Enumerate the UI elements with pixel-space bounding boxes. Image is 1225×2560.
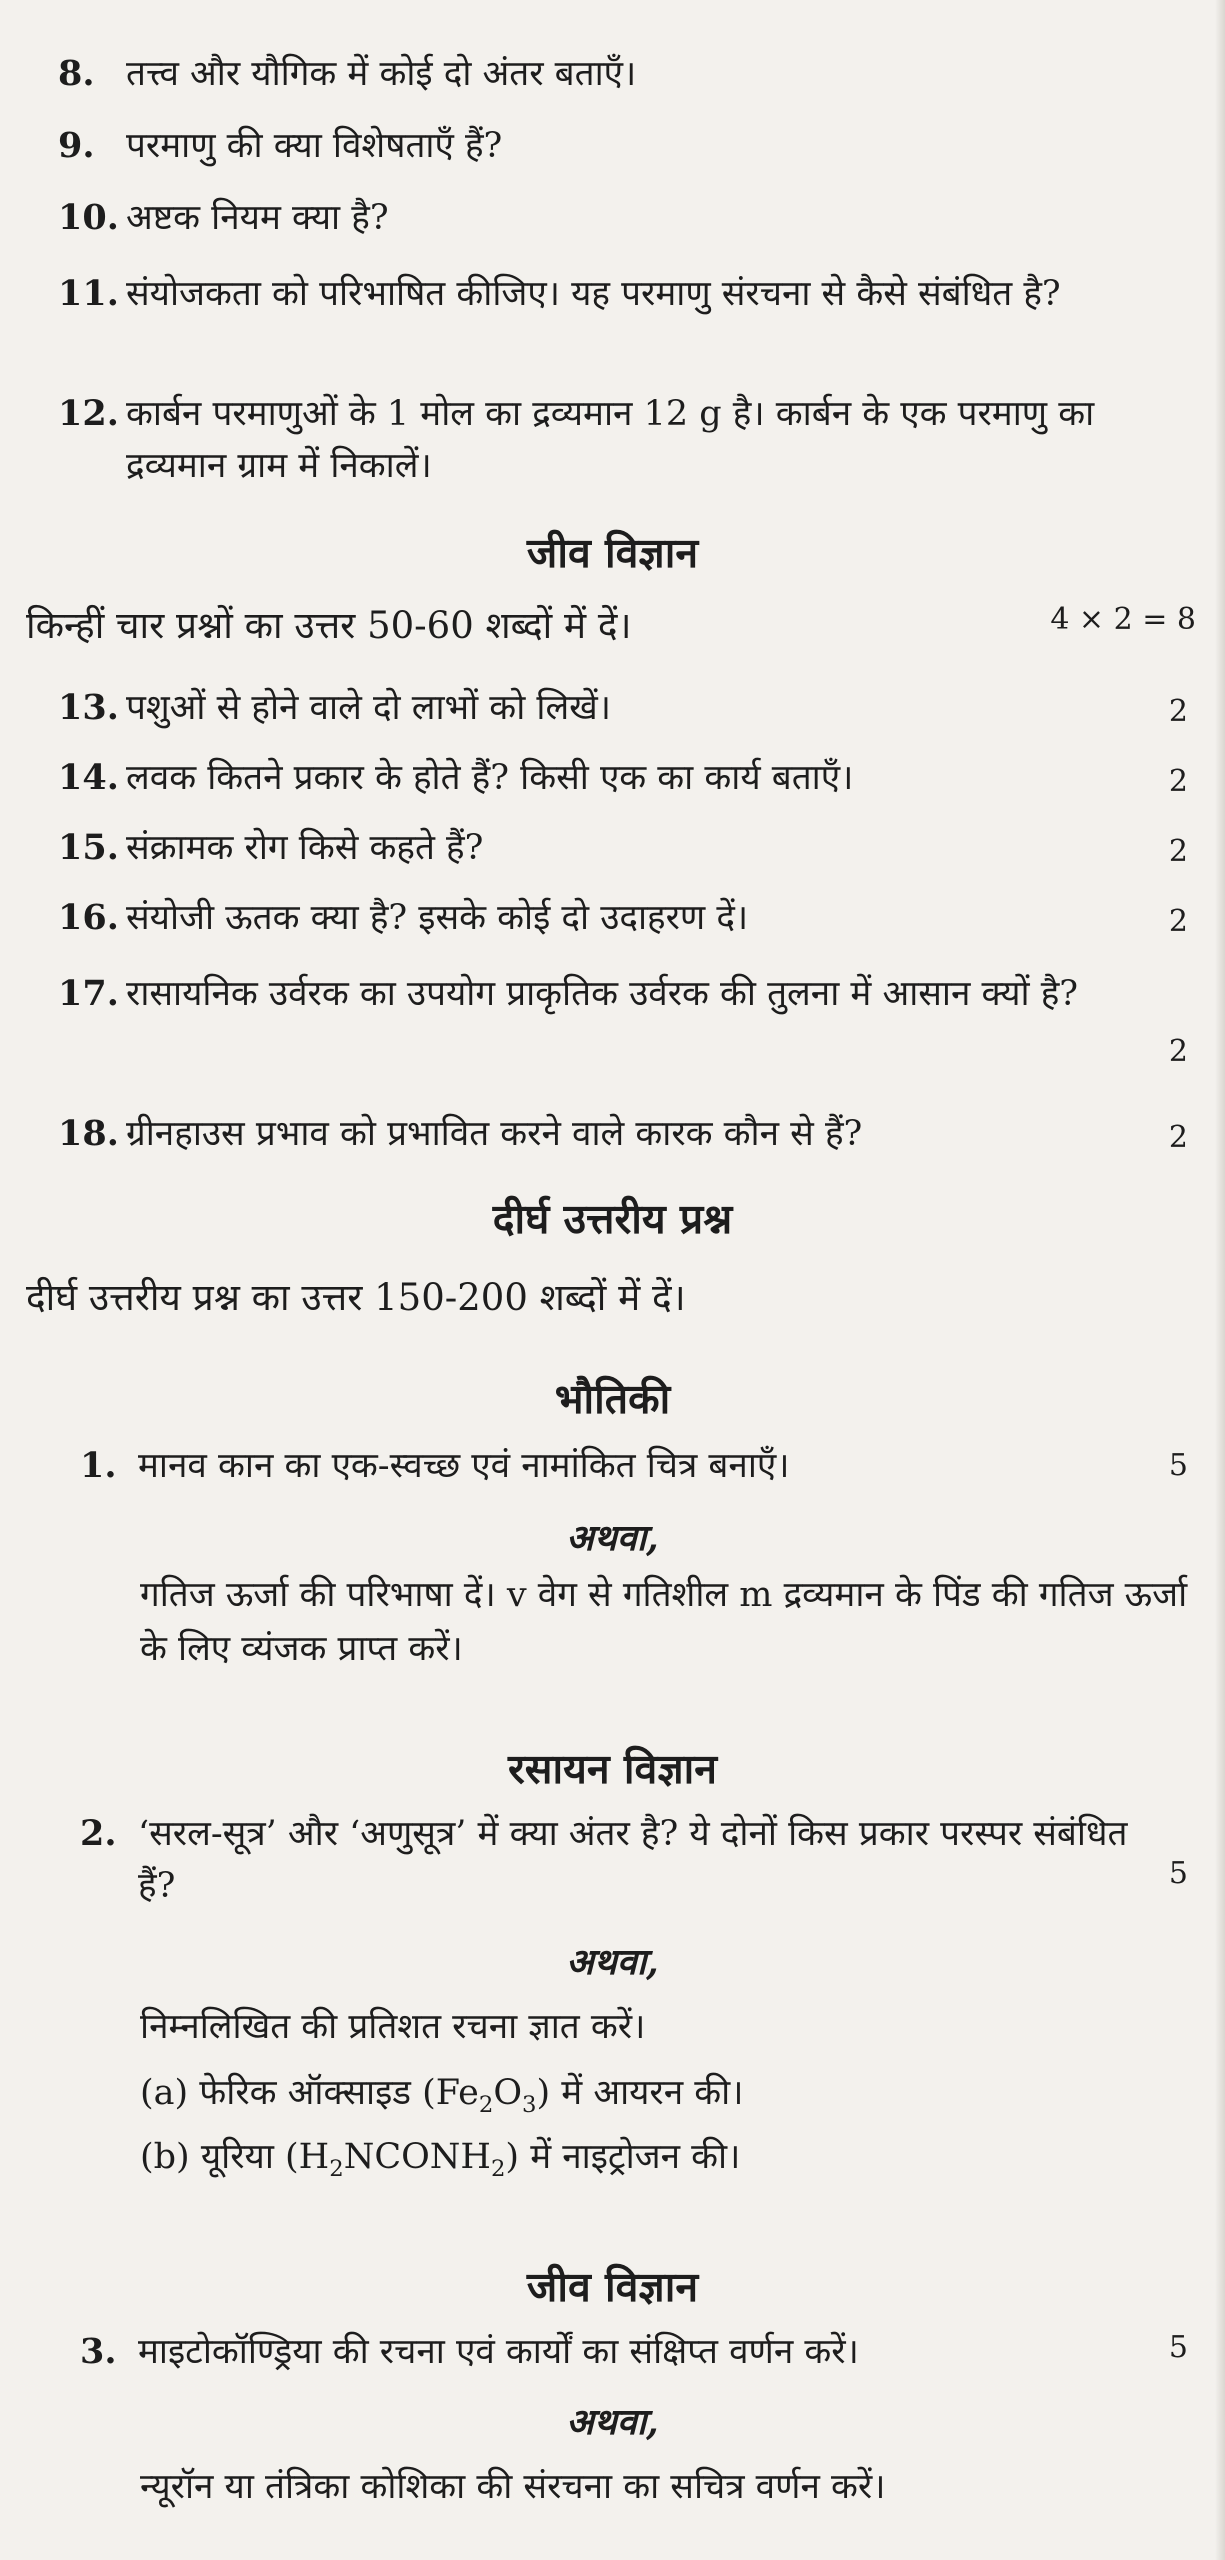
question-text: संयोजी ऊतक क्या है? इसके कोई दो उदाहरण दें। bbox=[126, 898, 749, 938]
question-text: मानव कान का एक-स्वच्छ एवं नामांकित चित्र बनाएँ। bbox=[138, 1446, 790, 1486]
question-11 bbox=[58, 268, 1188, 320]
question-marks: 2 bbox=[1168, 694, 1188, 729]
question-number: 15. bbox=[58, 827, 119, 868]
alternate-question-text: निम्नलिखित की प्रतिशत रचना ज्ञात करें। bbox=[140, 2007, 646, 2047]
question-text: तत्त्व और यौगिक में कोई दो अंतर बताएँ। bbox=[126, 54, 637, 94]
section-heading-biology: जीव विज्ञान bbox=[526, 529, 699, 577]
question-number: 13. bbox=[58, 687, 119, 728]
question-number: 2. bbox=[80, 1813, 117, 1854]
question-number: 16. bbox=[58, 897, 119, 938]
question-13 bbox=[58, 682, 1188, 734]
subscript: 3 bbox=[522, 2092, 537, 2118]
formula-text: (a) फेरिक ऑक्साइड (Fe bbox=[140, 2073, 479, 2113]
question-marks: 5 bbox=[1168, 1448, 1188, 1483]
section-heading-physics: भौतिकी bbox=[554, 1375, 671, 1423]
marks-total: 4 × 2 = 8 bbox=[1050, 602, 1196, 637]
question-marks: 2 bbox=[1168, 904, 1188, 939]
instructions-long-answer: दीर्घ उत्तरीय प्रश्न का उत्तर 150-200 शब्दों में दें। bbox=[26, 1276, 686, 1319]
question-text: कार्बन परमाणुओं के 1 मोल का द्रव्यमान 12 g है। कार्बन के एक परमाणु का द्रव्यमान ग्राम में निकालें। bbox=[126, 394, 1095, 486]
section-heading-chemistry: रसायन विज्ञान bbox=[508, 1745, 717, 1793]
page-edge-shadow bbox=[1215, 0, 1225, 2560]
alternate-question-text: गतिज ऊर्जा की परिभाषा दें। v वेग से गतिशील m द्रव्यमान के पिंड की गतिज ऊर्जा के लिए व्यंजक प्राप्त करें। bbox=[140, 1575, 1188, 1669]
question-text: परमाणु की क्या विशेषताएँ हैं? bbox=[126, 126, 503, 166]
question-9 bbox=[58, 120, 1188, 172]
question-marks: 2 bbox=[1168, 1120, 1188, 1155]
instructions-biology bbox=[26, 598, 1196, 649]
instruction-text: किन्हीं चार प्रश्नों का उत्तर 50-60 शब्दों में दें। bbox=[26, 604, 632, 647]
long-question-1 bbox=[80, 1440, 1188, 1492]
question-number: 11. bbox=[58, 273, 119, 314]
question-text: पशुओं से होने वाले दो लाभों को लिखें। bbox=[126, 688, 612, 728]
formula-text: O bbox=[493, 2073, 523, 2113]
question-text: ग्रीनहाउस प्रभाव को प्रभावित करने वाले कारक कौन से हैं? bbox=[126, 1114, 863, 1154]
question-marks: 2 bbox=[1168, 764, 1188, 799]
subscript: 2 bbox=[478, 2092, 494, 2118]
or-separator: अथवा, bbox=[566, 2401, 659, 2443]
question-number: 10. bbox=[58, 197, 119, 238]
question-marks: 5 bbox=[1168, 2330, 1188, 2365]
or-separator: अथवा, bbox=[566, 1941, 659, 1983]
question-text: अष्टक नियम क्या है? bbox=[126, 198, 389, 238]
formula-text: NCONH bbox=[343, 2137, 491, 2177]
question-number: 12. bbox=[58, 393, 119, 434]
long-question-3 bbox=[80, 2326, 1188, 2378]
formula-text: (b) यूरिया (H bbox=[140, 2137, 330, 2177]
question-8 bbox=[58, 48, 1188, 100]
section-heading-biology-long: जीव विज्ञान bbox=[526, 2263, 699, 2311]
question-14 bbox=[58, 752, 1188, 804]
question-10 bbox=[58, 192, 1188, 244]
question-17 bbox=[58, 968, 1188, 1069]
section-heading-long-answer: दीर्घ उत्तरीय प्रश्न bbox=[492, 1195, 733, 1243]
question-marks: 2 bbox=[1168, 834, 1188, 869]
or-separator: अथवा, bbox=[566, 1517, 659, 1559]
question-number: 3. bbox=[80, 2331, 117, 2372]
long-question-2 bbox=[80, 1808, 1188, 1912]
question-number: 14. bbox=[58, 757, 119, 798]
question-text: माइटोकॉण्ड्रिया की रचना एवं कार्यों का संक्षिप्त वर्णन करें। bbox=[138, 2332, 859, 2372]
question-number: 17. bbox=[58, 973, 119, 1014]
sub-question-b bbox=[140, 2132, 1190, 2182]
formula-text: ) में नाइट्रोजन की। bbox=[505, 2137, 741, 2177]
subscript: 2 bbox=[490, 2156, 506, 2182]
subscript: 2 bbox=[329, 2156, 344, 2182]
alternate-question-text: न्यूरॉन या तंत्रिका कोशिका की संरचना का सचित्र वर्णन करें। bbox=[140, 2467, 886, 2507]
question-number: 18. bbox=[58, 1113, 119, 1154]
question-marks: 5 bbox=[1168, 1856, 1188, 1891]
question-text: ‘सरल-सूत्र’ और ‘अणुसूत्र’ में क्या अंतर है? ये दोनों किस प्रकार परस्पर संबंधित हैं? bbox=[138, 1814, 1128, 1906]
question-15 bbox=[58, 822, 1188, 874]
question-12 bbox=[58, 388, 1188, 492]
formula-text: ) में आयरन की। bbox=[536, 2073, 744, 2113]
question-text: संक्रामक रोग किसे कहते हैं? bbox=[126, 828, 484, 868]
question-18 bbox=[58, 1108, 1188, 1160]
question-number: 9. bbox=[58, 125, 95, 166]
question-number: 8. bbox=[58, 53, 95, 94]
question-number: 1. bbox=[80, 1445, 117, 1486]
question-marks: 2 bbox=[1168, 1034, 1188, 1069]
question-text: रासायनिक उर्वरक का उपयोग प्राकृतिक उर्वरक की तुलना में आसान क्यों है? bbox=[126, 974, 1079, 1014]
question-text: लवक कितने प्रकार के होते हैं? किसी एक का कार्य बताएँ। bbox=[126, 758, 854, 798]
question-text: संयोजकता को परिभाषित कीजिए। यह परमाणु संरचना से कैसे संबंधित है? bbox=[126, 274, 1061, 314]
question-16 bbox=[58, 892, 1188, 944]
sub-question-a bbox=[140, 2068, 1190, 2118]
